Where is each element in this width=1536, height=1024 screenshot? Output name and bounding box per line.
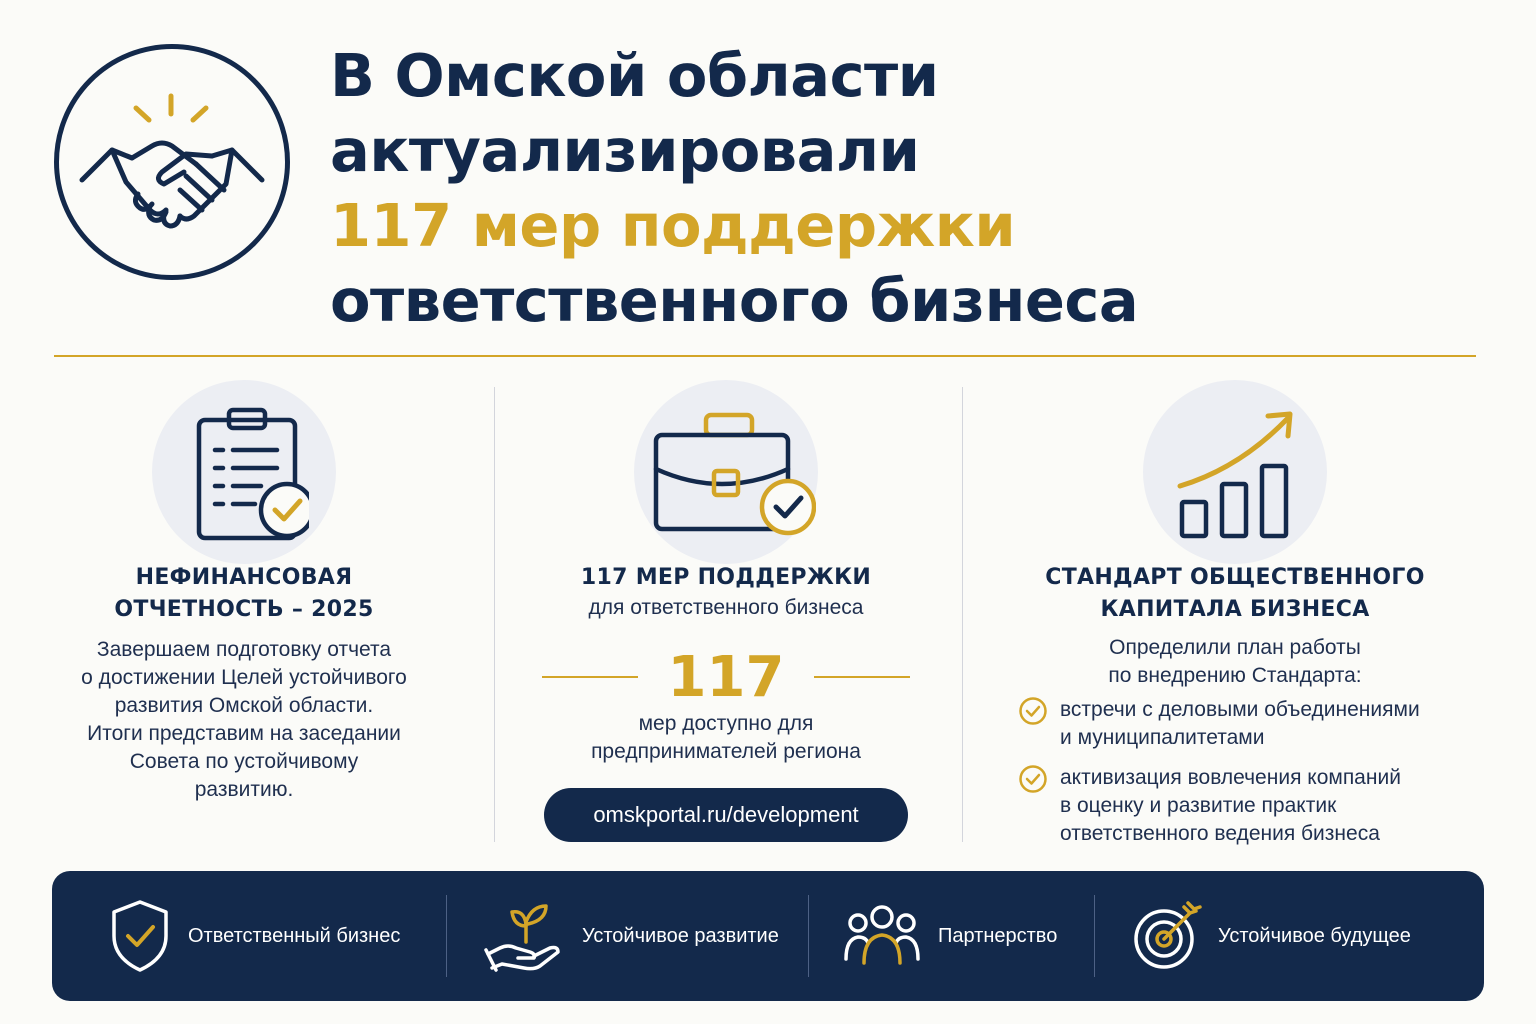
- body-line: по внедрению Стандарта:: [1108, 664, 1362, 687]
- footer-label: Устойчивое развитие: [582, 924, 779, 947]
- growth-chart-icon: [1170, 402, 1300, 542]
- footer-label: Устойчивое будущее: [1218, 924, 1411, 947]
- footer-separator: [808, 895, 809, 977]
- body-line: Совета по устойчивому: [129, 750, 359, 773]
- body-line: предпринимателей региона: [591, 740, 861, 763]
- bullet-text: [1060, 696, 1420, 752]
- footer-item-sustainable-future: [1132, 871, 1411, 1001]
- column-nonfinancial-report: [64, 380, 424, 860]
- check-circle-icon: [1018, 696, 1048, 726]
- header-divider: [54, 355, 1476, 357]
- bullet-line: активизация вовлечения компаний: [1060, 766, 1401, 789]
- footer-separator: [446, 895, 447, 977]
- check-circle-icon: [1018, 764, 1048, 794]
- big-number: 117: [667, 644, 785, 710]
- handshake-icon: [54, 44, 290, 280]
- column-title: 117 МЕР ПОДДЕРЖКИ: [580, 565, 872, 590]
- icon-circle: [634, 380, 818, 564]
- column-intro: [1000, 634, 1470, 690]
- bullet-list: [1018, 696, 1470, 860]
- body-line: о достижении Целей устойчивого: [81, 666, 407, 689]
- title-line-3-highlight: 117 мер поддержки: [330, 191, 1016, 260]
- column-title-line: СТАНДАРТ ОБЩЕСТВЕННОГО: [1045, 565, 1425, 590]
- column-body: [64, 636, 424, 804]
- people-group-icon: [842, 903, 922, 969]
- icon-circle: [152, 380, 336, 564]
- hand-sprout-icon: [484, 898, 566, 974]
- footer-item-sustainable-development: [484, 871, 779, 1001]
- page-title: [330, 38, 1230, 338]
- shield-check-icon: [108, 898, 172, 974]
- body-line: мер доступно для: [638, 712, 814, 735]
- target-arrow-icon: [1132, 901, 1202, 971]
- bullet-line: встречи с деловыми объединениями: [1060, 698, 1420, 721]
- column-subtitle: для ответственного бизнеса: [588, 596, 864, 619]
- column-support-measures: [536, 380, 916, 860]
- body-line: Итоги представим на заседании: [87, 722, 401, 745]
- column-title: [1000, 562, 1470, 626]
- column-separator: [494, 387, 495, 842]
- footer-label: Партнерство: [938, 924, 1058, 947]
- list-item: [1018, 696, 1470, 752]
- footer-label: Ответственный бизнес: [188, 924, 401, 947]
- bullet-line: в оценку и развитие практик: [1060, 794, 1337, 817]
- briefcase-check-icon: [636, 407, 816, 537]
- column-title-line: НЕФИНАНСОВАЯ: [135, 565, 353, 590]
- body-line: развития Омской области.: [114, 694, 374, 717]
- title-line-1: В Омской области: [330, 41, 939, 110]
- big-number-row: [536, 642, 916, 712]
- title-line-2: актуализировали: [330, 116, 920, 185]
- gold-rule-right: [814, 676, 910, 678]
- body-line: Завершаем подготовку отчета: [96, 638, 392, 661]
- footer-item-partnership: [842, 871, 1057, 1001]
- list-item: [1018, 764, 1470, 848]
- icon-circle: [1143, 380, 1327, 564]
- column-title-line: КАПИТАЛА БИЗНЕСА: [1100, 597, 1370, 622]
- footer-item-responsible-business: [108, 871, 400, 1001]
- bullet-line: и муниципалитетами: [1060, 726, 1265, 749]
- bullet-text: [1060, 764, 1401, 848]
- title-line-4: ответственного бизнеса: [330, 266, 1139, 335]
- body-line: развитию.: [194, 778, 294, 801]
- clipboard-check-icon: [179, 402, 309, 542]
- column-social-capital-standard: [1000, 380, 1470, 860]
- body-line: Определили план работы: [1109, 636, 1361, 659]
- footer-separator: [1094, 895, 1095, 977]
- portal-link-button[interactable]: omskportal.ru/development: [544, 788, 908, 842]
- column-title: [64, 562, 424, 626]
- column-separator: [962, 387, 963, 842]
- gold-rule-left: [542, 676, 638, 678]
- column-title-line: ОТЧЕТНОСТЬ – 2025: [114, 597, 374, 622]
- footer-banner: [52, 871, 1484, 1001]
- handshake-logo: [54, 44, 290, 280]
- column-body: [536, 710, 916, 766]
- bullet-line: ответственного ведения бизнеса: [1060, 822, 1380, 845]
